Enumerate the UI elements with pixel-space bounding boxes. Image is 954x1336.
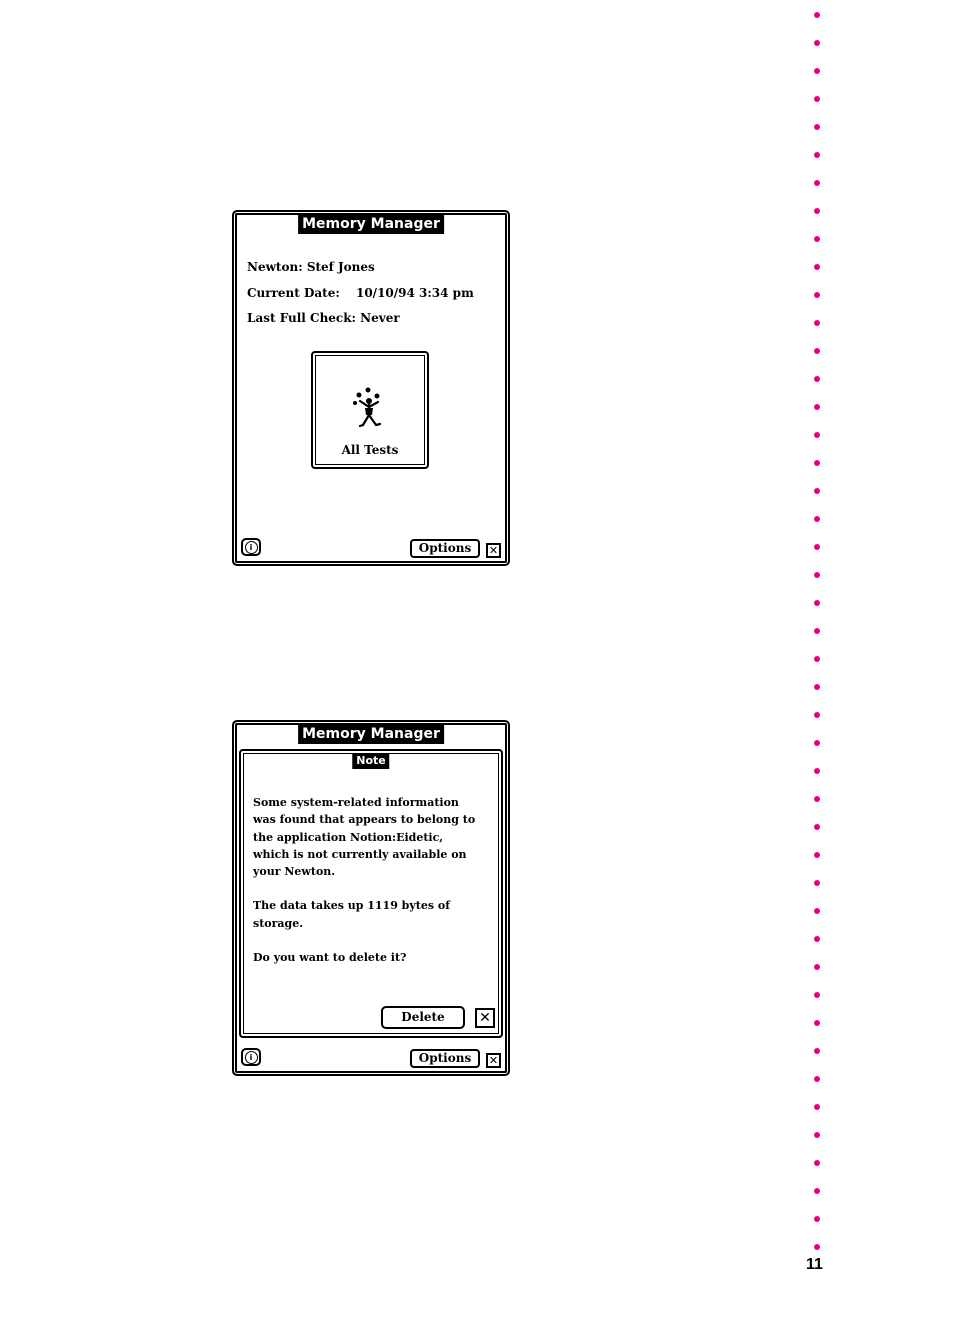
margin-dot <box>814 1132 820 1138</box>
memory-manager-window <box>232 210 510 566</box>
margin-dot <box>814 404 820 410</box>
margin-dot <box>814 992 820 998</box>
note-question: Do you want to delete it? <box>253 951 407 965</box>
note-line: The data takes up 1119 bytes of <box>253 899 450 913</box>
note-dialog <box>239 749 503 1038</box>
note-line: was found that appears to belong to <box>253 813 476 827</box>
options-button[interactable]: Options <box>410 539 480 558</box>
margin-dot <box>814 376 820 382</box>
margin-dot <box>814 152 820 158</box>
margin-dot <box>814 544 820 550</box>
margin-dot <box>814 768 820 774</box>
info-icon: i <box>245 1051 258 1064</box>
note-line: Some system-related information <box>253 796 459 809</box>
margin-dot <box>814 572 820 578</box>
newton-owner-text: Newton: Stef Jones <box>247 260 375 274</box>
note-line: the application Notion:Eidetic, <box>253 830 444 844</box>
close-icon[interactable]: ✕ <box>475 1008 495 1028</box>
note-line: storage. <box>253 916 304 930</box>
page-number: 11 <box>806 1256 823 1273</box>
margin-dot <box>814 1188 820 1194</box>
margin-dot <box>814 880 820 886</box>
note-title: Note <box>352 753 389 769</box>
current-date-label: Current Date: <box>247 286 340 300</box>
current-date-row <box>247 286 474 300</box>
note-line: your Newton. <box>253 865 336 879</box>
margin-dot <box>814 824 820 830</box>
margin-dot <box>814 348 820 354</box>
margin-dot-column <box>814 12 822 1252</box>
margin-dot <box>814 180 820 186</box>
margin-dot <box>814 1020 820 1026</box>
options-button[interactable]: Options <box>410 1049 480 1068</box>
margin-dot <box>814 1076 820 1082</box>
margin-dot <box>814 1104 820 1110</box>
window-title: Memory Manager <box>298 725 444 744</box>
margin-dot <box>814 1160 820 1166</box>
margin-dot <box>814 68 820 74</box>
all-tests-button[interactable] <box>311 351 429 469</box>
margin-dot <box>814 124 820 130</box>
note-line: which is not currently available on <box>253 847 467 861</box>
close-icon[interactable]: ✕ <box>486 543 501 558</box>
note-message <box>253 794 499 983</box>
margin-dot <box>814 1216 820 1222</box>
margin-dot <box>814 656 820 662</box>
info-button[interactable] <box>241 538 261 556</box>
margin-dot <box>814 936 820 942</box>
margin-dot <box>814 208 820 214</box>
margin-dot <box>814 264 820 270</box>
margin-dot <box>814 1048 820 1054</box>
margin-dot <box>814 964 820 970</box>
memory-manager-note-window <box>232 720 510 1076</box>
margin-dot <box>814 320 820 326</box>
juggler-icon <box>350 387 390 431</box>
margin-dot <box>814 740 820 746</box>
all-tests-label: All Tests <box>341 443 399 457</box>
margin-dot <box>814 460 820 466</box>
margin-dot <box>814 684 820 690</box>
margin-dot <box>814 40 820 46</box>
margin-dot <box>814 12 820 18</box>
margin-dot <box>814 292 820 298</box>
margin-dot <box>814 600 820 606</box>
margin-dot <box>814 236 820 242</box>
current-date-value: 10/10/94 3:34 pm <box>355 286 474 300</box>
margin-dot <box>814 908 820 914</box>
margin-dot <box>814 432 820 438</box>
note-paragraph <box>253 897 499 932</box>
close-icon[interactable]: ✕ <box>486 1053 501 1068</box>
margin-dot <box>814 712 820 718</box>
last-full-check-text: Last Full Check: Never <box>247 311 400 325</box>
margin-dot <box>814 852 820 858</box>
margin-dot <box>814 796 820 802</box>
margin-dot <box>814 488 820 494</box>
margin-dot <box>814 1244 820 1250</box>
info-button[interactable] <box>241 1048 261 1066</box>
window-title: Memory Manager <box>298 215 444 234</box>
margin-dot <box>814 96 820 102</box>
margin-dot <box>814 516 820 522</box>
margin-dot <box>814 628 820 634</box>
info-icon: i <box>245 541 258 554</box>
note-paragraph <box>253 794 499 880</box>
delete-button[interactable]: Delete <box>381 1006 465 1029</box>
